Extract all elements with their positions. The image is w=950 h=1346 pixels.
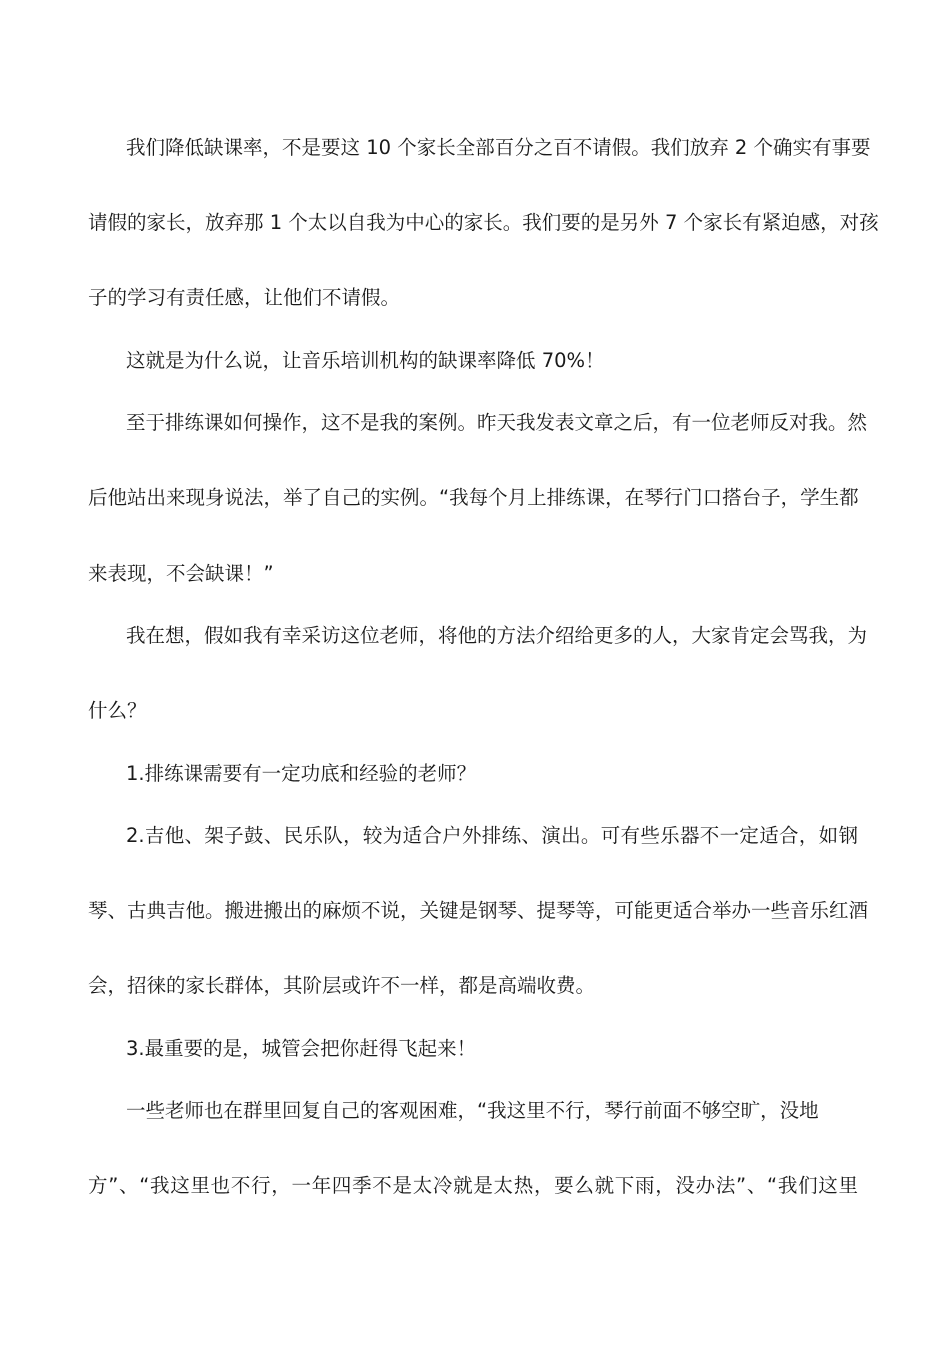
paragraph-6-line-2: 琴、古典吉他。搬进搬出的麻烦不说，关键是钢琴、提琴等，可能更适合举办一些音乐红酒 bbox=[88, 899, 869, 922]
paragraph-8-line-1: 一些老师也在群里回复自己的客观困难，“我这里不行，琴行前面不够空旷，没地 bbox=[126, 1099, 819, 1122]
paragraph-4-line-2: 什么？ bbox=[88, 699, 147, 722]
paragraph-5-line-1: 1.排练课需要有一定功底和经验的老师？ bbox=[126, 762, 477, 785]
paragraph-1-line-3: 子的学习有责任感，让他们不请假。 bbox=[88, 286, 401, 309]
paragraph-8-line-2: 方”、“我这里也不行，一年四季不是太冷就是太热，要么就下雨，没办法”、“我们这里 bbox=[88, 1174, 858, 1197]
paragraph-4-line-1: 我在想，假如我有幸采访这位老师，将他的方法介绍给更多的人，大家肯定会骂我，为 bbox=[126, 624, 868, 647]
paragraph-1-line-1: 我们降低缺课率，不是要这 10 个家长全部百分之百不请假。我们放弃 2 个确实有事要 bbox=[126, 136, 871, 159]
paragraph-6-line-3: 会，招徕的家长群体，其阶层或许不一样，都是高端收费。 bbox=[88, 974, 596, 997]
paragraph-3-line-2: 后他站出来现身说法，举了自己的实例。“我每个月上排练课，在琴行门口搭台子，学生都 bbox=[88, 486, 859, 509]
paragraph-3-line-1: 至于排练课如何操作，这不是我的案例。昨天我发表文章之后，有一位老师反对我。然 bbox=[126, 411, 868, 434]
paragraph-7-line-1: 3.最重要的是，城管会把你赶得飞起来！ bbox=[126, 1037, 477, 1060]
paragraph-1-line-2: 请假的家长，放弃那 1 个太以自我为中心的家长。我们要的是另外 7 个家长有紧迫感，对孩 bbox=[88, 211, 879, 234]
paragraph-6-line-1: 2.吉他、架子鼓、民乐队，较为适合户外排练、演出。可有些乐器不一定适合，如钢 bbox=[126, 824, 858, 847]
paragraph-3-line-3: 来表现，不会缺课！” bbox=[88, 562, 274, 585]
paragraph-2-line-1: 这就是为什么说，让音乐培训机构的缺课率降低 70%！ bbox=[126, 349, 605, 372]
